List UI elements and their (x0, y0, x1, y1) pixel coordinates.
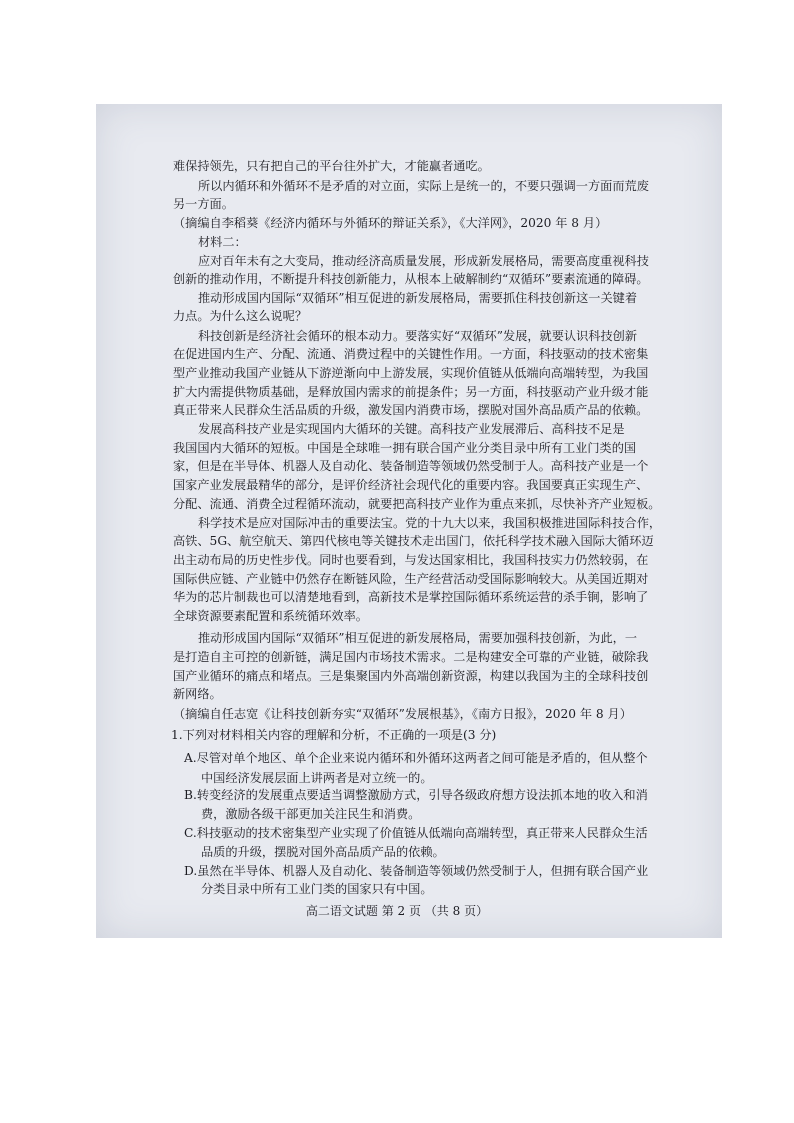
option-b-cont: 费，激励各级干部更加关注民生和消费。 (201, 807, 421, 821)
text-line: 国产业循环的痛点和堵点。三是集聚国内外高端创新资源，构建以我国为主的全球科技创 (173, 669, 649, 683)
text-line: 家，但是在半导体、机器人及自动化、装备制造等领域仍然受制于人。高科技产业是一个 (173, 459, 649, 473)
text-line: 国际供应链、产业链中仍然存在断链风险，生产经营活动受国际影响较大。从美国近期对 (173, 572, 649, 586)
text-line: 我国国内大循环的短板。中国是全球唯一拥有联合国产业分类目录中所有工业门类的国 (173, 441, 637, 455)
option-d: D.虽然在半导体、机器人及自动化、装备制造等领域仍然受制于人，但拥有联合国产业 (184, 864, 649, 878)
option-b: B.转变经济的发展重点要适当调整激励方式，引导各级政府想方设法抓本地的收入和消 (184, 788, 648, 802)
text-line: 难保持领先，只有把自己的平台往外扩大，才能赢者通吃。 (173, 159, 490, 173)
text-line: 是打造自主可控的创新链，满足国内市场技术需求。二是构建安全可靠的产业链，破除我 (173, 650, 649, 664)
text-line: 所以内循环和外循环不是矛盾的对立面，实际上是统一的，不要只强调一方面而荒废 (198, 179, 649, 193)
text-line: 另一方面。 (173, 197, 234, 211)
question-stem: 1.下列对材料相关内容的理解和分析，不正确的一项是(3 分) (171, 728, 497, 742)
text-line: 应对百年未有之大变局，推动经济高质量发展，形成新发展格局，需要高度重视科技 (198, 254, 649, 268)
text-line: 全球资源要素配置和系统循环效率。 (173, 609, 368, 623)
source-citation: （摘编自李稻葵《经济内循环与外循环的辩证关系》，《大洋网》，2020 年 8 月） (173, 216, 608, 230)
text-line: 新网络。 (173, 687, 222, 701)
text-line: 出主动布局的历史性步伐。同时也要看到，与发达国家相比，我国科技实力仍然较弱，在 (173, 553, 649, 567)
text-line: 扩大内需提供物质基础，是释放国内需求的前提条件；另一方面，科技驱动产业升级才能 (173, 385, 649, 399)
option-a: A.尽管对单个地区、单个企业来说内循环和外循环这两者之间可能是矛盾的，但从整个 (184, 751, 648, 765)
text-line: 力点。为什么这么说呢？ (173, 309, 308, 323)
text-line: 分配、流通、消费全过程循环流动，就要把高科技产业作为重点来抓，尽快补齐产业短板。 (173, 497, 661, 511)
text-line: 推动形成国内国际“双循环”相互促进的新发展格局，需要抓住科技创新这一关键着 (198, 291, 638, 305)
text-line: 发展高科技产业是实现国内大循环的关键。高科技产业发展滞后、高科技不足是 (198, 422, 625, 436)
section-heading: 材料二： (198, 235, 247, 249)
text-line: 在促进国内生产、分配、流通、消费过程中的关键性作用。一方面，科技驱动的技术密集 (173, 347, 649, 361)
text-line: 国家产业发展最精华的部分，是评价经济社会现代化的重要内容。我国要真正实现生产、 (173, 478, 649, 492)
text-line: 推动形成国内国际“双循环”相互促进的新发展格局，需要加强科技创新，为此，一 (198, 631, 638, 645)
text-line: 创新的推动作用，不断提升科技创新能力，从根本上破解制约“双循环”要素流通的障碍。 (173, 272, 649, 286)
text-line: 科学技术是应对国际冲击的重要法宝。党的十九大以来，我国积极推进国际科技合作， (198, 516, 662, 530)
text-line: 真正带来人民群众生活品质的升级，激发国内消费市场，摆脱对国外高品质产品的依赖。 (173, 403, 649, 417)
text-line: 高铁、5G、航空航天、第四代核电等关键技术走出国门，依托科学技术融入国际大循环迈 (173, 534, 654, 548)
text-line: 型产业推动我国产业链从下游逆渐向中上游发展，实现价值链从低端向高端转型，为我国 (173, 366, 649, 380)
option-d-cont: 分类目录中所有工业门类的国家只有中国。 (201, 882, 433, 896)
option-c-cont: 品质的升级，摆脱对国外高品质产品的依赖。 (201, 845, 445, 859)
source-citation: （摘编自任志宽《让科技创新夯实“双循环”发展根基》，《南方日报》，2020 年 8 月） (173, 707, 632, 721)
option-c: C.科技驱动的技术密集型产业实现了价值链从低端向高端转型，真正带来人民群众生活 (184, 826, 648, 840)
option-a-cont: 中国经济发展层面上讲两者是对立统一的。 (201, 771, 433, 785)
text-line: 科技创新是经济社会循环的根本动力。要落实好“双循环”发展，就要认识科技创新 (198, 329, 638, 343)
text-line: 华为的芯片制裁也可以清楚地看到，高新技术是掌控国际循环系统运营的杀手锏，影响了 (173, 590, 649, 604)
page-footer: 高二语文试题 第 2 页 （共 8 页） (305, 904, 489, 918)
